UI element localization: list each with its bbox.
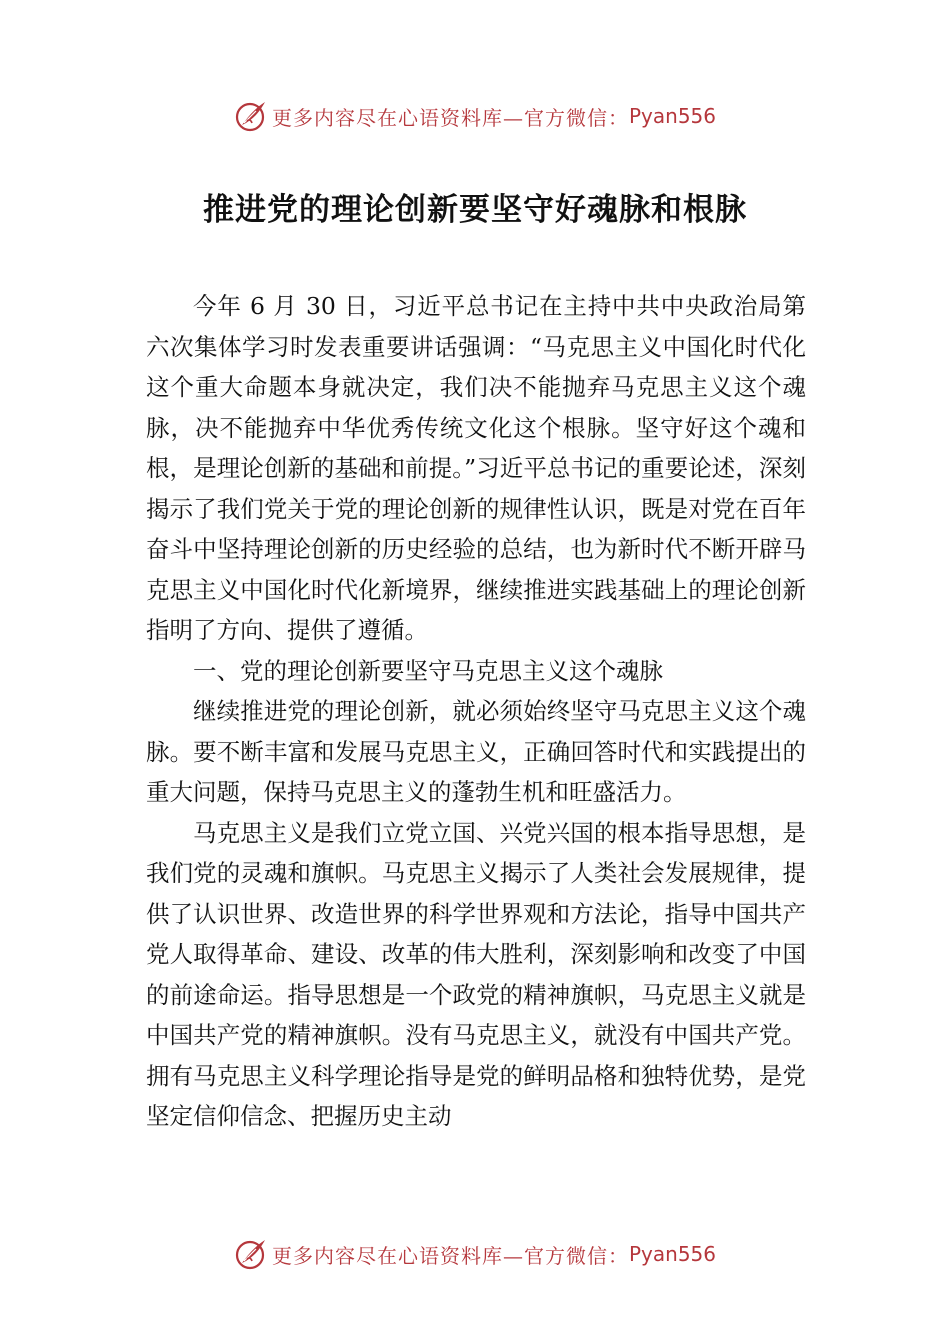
paragraph-section-1-b: 马克思主义是我们立党立国、兴党兴国的根本指导思想，是我们党的灵魂和旗帜。马克思主义揭示了人类社会发展规律，提供了认识世界、改造世界的科学世界观和方法论，指导中国共产党人取得革命、建设、改革的伟大胜利，深刻影响和改变了中国的前途命运。指导思想是一个政党的精神旗帜，马克思主义就是中国共产党的精神旗帜。没有马克思主义，就没有中国共产党。拥有马克思主义科学理论指导是党的鲜明品格和独特优势，是党坚定信仰信念、把握历史主动 (146, 818, 806, 1130)
watermark-text: 更多内容尽在心语资料库—官方微信： (271, 1243, 629, 1268)
section-heading-1: 一、党的理论创新要坚守马克思主义这个魂脉 (193, 656, 663, 685)
paragraph-section-1-a: 继续推进党的理论创新，就必须始终坚守马克思主义这个魂脉。要不断丰富和发展马克思主义，正确回答时代和实践提出的重大问题，保持马克思主义的蓬勃生机和旺盛活力。 (146, 697, 806, 806)
quill-logo-icon (234, 99, 268, 133)
paragraph-intro: 今年 6 月 30 日，习近平总书记在主持中共中央政治局第六次集体学习时发表重要讲话强调：“马克思主义中国化时代化这个重大命题本身就决定，我们决不能抛弃马克思主义这个魂脉，决不能抛弃中华优秀传统文化这个根脉。坚守好这个魂和根，是理论创新的基础和前提。”习近平总书记的重要论述，深刻揭示了我们党关于党的理论创新的规律性认识，既是对党在百年奋斗中坚持理论创新的历史经验的总结，也为新时代不断开辟马克思主义中国化时代化新境界，继续推进实践基础上的理论创新指明了方向、提供了遵循。 (146, 292, 806, 644)
document-title: 推进党的理论创新要坚守好魂脉和根脉 (203, 192, 747, 228)
watermark-wechat-id: Pyan556 (628, 1242, 716, 1266)
quill-logo-icon (234, 1237, 268, 1271)
watermark-header (0, 96, 950, 136)
watermark-footer (0, 1234, 950, 1274)
watermark-text: 更多内容尽在心语资料库—官方微信： (271, 105, 629, 130)
watermark-wechat-id: Pyan556 (628, 104, 716, 128)
document-body (146, 286, 806, 1137)
